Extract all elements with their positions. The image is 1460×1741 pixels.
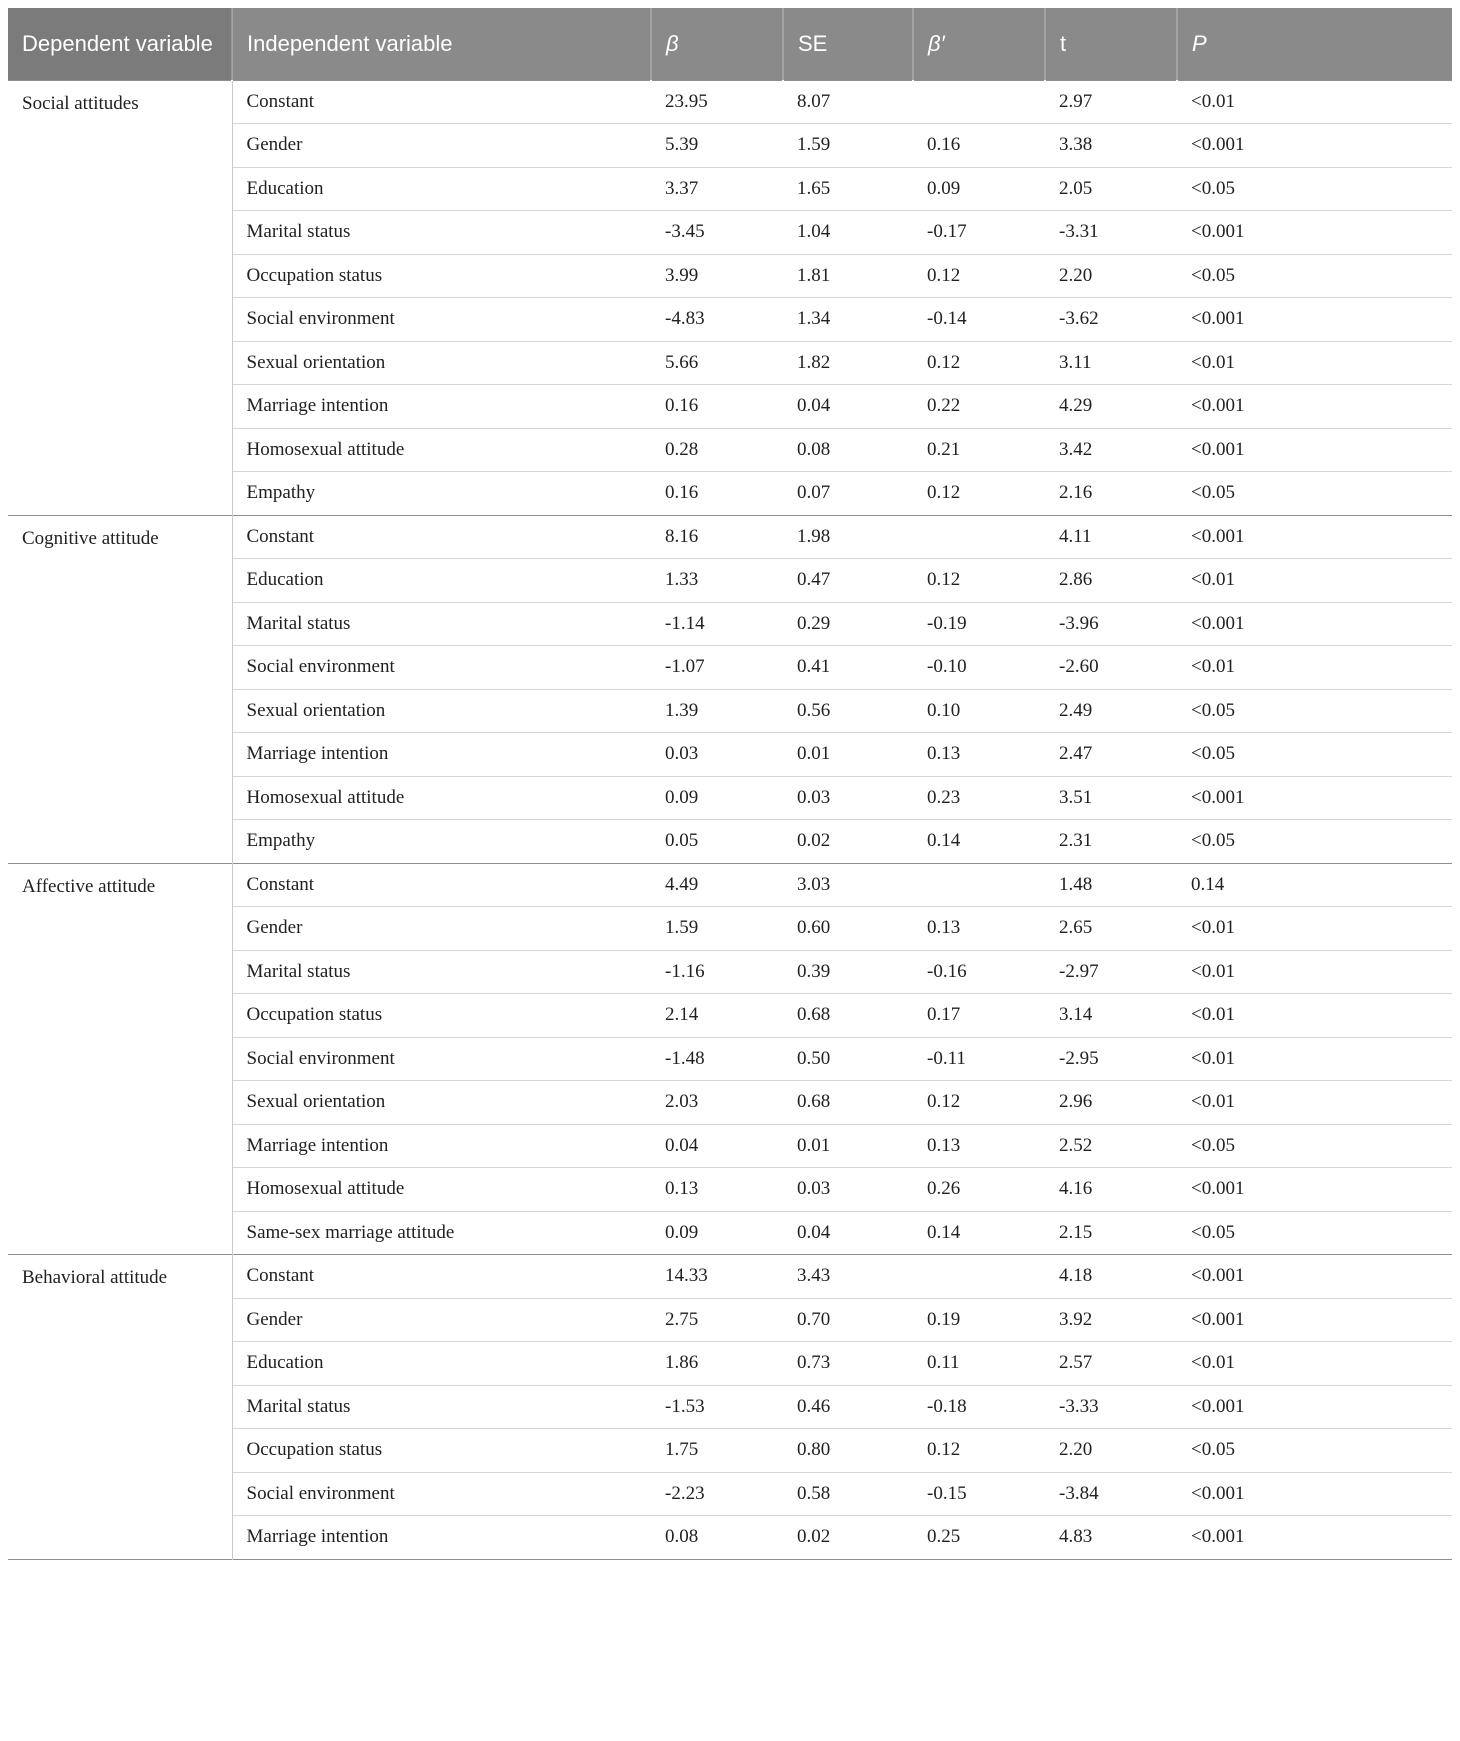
beta-prime-cell: 0.19 — [913, 1298, 1045, 1342]
beta-cell: 0.16 — [651, 472, 783, 516]
col-header-dependent-variable: Dependent variable — [8, 8, 232, 80]
se-cell: 0.08 — [783, 428, 913, 472]
se-cell: 0.58 — [783, 1472, 913, 1516]
beta-cell: -2.23 — [651, 1472, 783, 1516]
p-cell: <0.01 — [1177, 1081, 1452, 1125]
t-cell: -3.84 — [1045, 1472, 1177, 1516]
se-cell: 1.04 — [783, 211, 913, 255]
p-cell: <0.01 — [1177, 80, 1452, 124]
t-cell: 2.16 — [1045, 472, 1177, 516]
beta-cell: 0.09 — [651, 776, 783, 820]
independent-variable-cell: Marital status — [232, 1385, 651, 1429]
beta-cell: 1.75 — [651, 1429, 783, 1473]
independent-variable-cell: Social environment — [232, 1472, 651, 1516]
p-cell: <0.01 — [1177, 559, 1452, 603]
beta-prime-cell: 0.26 — [913, 1168, 1045, 1212]
beta-cell: 1.33 — [651, 559, 783, 603]
independent-variable-cell: Empathy — [232, 820, 651, 864]
beta-cell: 5.39 — [651, 124, 783, 168]
t-cell: 4.83 — [1045, 1516, 1177, 1560]
independent-variable-cell: Marital status — [232, 211, 651, 255]
beta-cell: -1.53 — [651, 1385, 783, 1429]
beta-prime-cell: -0.16 — [913, 950, 1045, 994]
independent-variable-cell: Marriage intention — [232, 1124, 651, 1168]
t-cell: -3.33 — [1045, 1385, 1177, 1429]
col-header-se: SE — [783, 8, 913, 80]
p-cell: <0.001 — [1177, 1385, 1452, 1429]
t-cell: 2.15 — [1045, 1211, 1177, 1255]
beta-cell: -1.48 — [651, 1037, 783, 1081]
independent-variable-cell: Empathy — [232, 472, 651, 516]
beta-prime-cell: 0.14 — [913, 1211, 1045, 1255]
se-cell: 0.39 — [783, 950, 913, 994]
p-cell: <0.001 — [1177, 298, 1452, 342]
beta-prime-cell: 0.22 — [913, 385, 1045, 429]
col-header-beta-prime: β′ — [913, 8, 1045, 80]
beta-cell: 1.86 — [651, 1342, 783, 1386]
beta-prime-cell: 0.12 — [913, 341, 1045, 385]
se-cell: 3.43 — [783, 1255, 913, 1299]
table-row — [8, 1255, 1452, 1299]
beta-cell: 5.66 — [651, 341, 783, 385]
beta-cell: 0.04 — [651, 1124, 783, 1168]
se-cell: 1.59 — [783, 124, 913, 168]
p-cell: <0.05 — [1177, 472, 1452, 516]
se-cell: 0.80 — [783, 1429, 913, 1473]
beta-cell: -1.14 — [651, 602, 783, 646]
t-cell: -2.95 — [1045, 1037, 1177, 1081]
beta-prime-cell: 0.12 — [913, 1081, 1045, 1125]
t-cell: 2.49 — [1045, 689, 1177, 733]
se-cell: 0.04 — [783, 385, 913, 429]
independent-variable-cell: Homosexual attitude — [232, 776, 651, 820]
independent-variable-cell: Social environment — [232, 646, 651, 690]
se-cell: 0.02 — [783, 1516, 913, 1560]
se-cell: 0.68 — [783, 994, 913, 1038]
p-cell: <0.001 — [1177, 428, 1452, 472]
se-cell: 0.41 — [783, 646, 913, 690]
independent-variable-cell: Education — [232, 559, 651, 603]
independent-variable-cell: Constant — [232, 863, 651, 907]
independent-variable-cell: Education — [232, 167, 651, 211]
p-cell: <0.05 — [1177, 689, 1452, 733]
beta-cell: -1.07 — [651, 646, 783, 690]
header-row — [8, 8, 1452, 80]
p-cell: <0.001 — [1177, 124, 1452, 168]
beta-cell: 0.28 — [651, 428, 783, 472]
se-cell: 1.65 — [783, 167, 913, 211]
p-cell: <0.001 — [1177, 1255, 1452, 1299]
t-cell: -3.96 — [1045, 602, 1177, 646]
beta-prime-cell: 0.25 — [913, 1516, 1045, 1560]
p-cell: <0.001 — [1177, 211, 1452, 255]
p-cell: <0.001 — [1177, 1516, 1452, 1560]
independent-variable-cell: Marriage intention — [232, 1516, 651, 1560]
beta-prime-cell: -0.15 — [913, 1472, 1045, 1516]
independent-variable-cell: Marital status — [232, 950, 651, 994]
se-cell: 0.02 — [783, 820, 913, 864]
beta-prime-cell — [913, 80, 1045, 124]
p-cell: 0.14 — [1177, 863, 1452, 907]
t-cell: 3.38 — [1045, 124, 1177, 168]
beta-cell: 8.16 — [651, 515, 783, 559]
independent-variable-cell: Gender — [232, 124, 651, 168]
col-header-p: P — [1177, 8, 1452, 80]
t-cell: 3.11 — [1045, 341, 1177, 385]
t-cell: 4.16 — [1045, 1168, 1177, 1212]
p-cell: <0.01 — [1177, 341, 1452, 385]
t-cell: 3.92 — [1045, 1298, 1177, 1342]
beta-prime-cell: -0.14 — [913, 298, 1045, 342]
beta-cell: 0.13 — [651, 1168, 783, 1212]
beta-cell: 1.39 — [651, 689, 783, 733]
se-cell: 0.07 — [783, 472, 913, 516]
beta-cell: 2.14 — [651, 994, 783, 1038]
se-cell: 1.98 — [783, 515, 913, 559]
t-cell: 2.96 — [1045, 1081, 1177, 1125]
t-cell: 4.29 — [1045, 385, 1177, 429]
col-header-t: t — [1045, 8, 1177, 80]
se-cell: 0.68 — [783, 1081, 913, 1125]
t-cell: 3.42 — [1045, 428, 1177, 472]
beta-prime-cell: -0.10 — [913, 646, 1045, 690]
beta-cell: -1.16 — [651, 950, 783, 994]
beta-prime-cell: 0.17 — [913, 994, 1045, 1038]
dependent-variable-cell: Behavioral attitude — [8, 1255, 232, 1560]
se-cell: 0.01 — [783, 733, 913, 777]
p-cell: <0.01 — [1177, 646, 1452, 690]
p-cell: <0.05 — [1177, 1429, 1452, 1473]
table-row — [8, 515, 1452, 559]
t-cell: 2.97 — [1045, 80, 1177, 124]
t-cell: 4.18 — [1045, 1255, 1177, 1299]
independent-variable-cell: Social environment — [232, 1037, 651, 1081]
table-row — [8, 863, 1452, 907]
beta-cell: 3.99 — [651, 254, 783, 298]
t-cell: 3.14 — [1045, 994, 1177, 1038]
beta-prime-cell — [913, 863, 1045, 907]
se-cell: 1.82 — [783, 341, 913, 385]
independent-variable-cell: Sexual orientation — [232, 689, 651, 733]
se-cell: 1.34 — [783, 298, 913, 342]
independent-variable-cell: Marriage intention — [232, 733, 651, 777]
se-cell: 0.03 — [783, 776, 913, 820]
independent-variable-cell: Gender — [232, 907, 651, 951]
t-cell: 2.47 — [1045, 733, 1177, 777]
t-cell: 1.48 — [1045, 863, 1177, 907]
t-cell: 2.86 — [1045, 559, 1177, 603]
beta-cell: 2.03 — [651, 1081, 783, 1125]
t-cell: 2.31 — [1045, 820, 1177, 864]
independent-variable-cell: Constant — [232, 80, 651, 124]
se-cell: 0.46 — [783, 1385, 913, 1429]
se-cell: 0.56 — [783, 689, 913, 733]
beta-cell: 0.05 — [651, 820, 783, 864]
beta-prime-cell: -0.18 — [913, 1385, 1045, 1429]
beta-cell: 14.33 — [651, 1255, 783, 1299]
independent-variable-cell: Homosexual attitude — [232, 428, 651, 472]
dependent-variable-cell: Cognitive attitude — [8, 515, 232, 863]
beta-prime-cell: 0.16 — [913, 124, 1045, 168]
t-cell: 3.51 — [1045, 776, 1177, 820]
p-cell: <0.001 — [1177, 776, 1452, 820]
independent-variable-cell: Sexual orientation — [232, 341, 651, 385]
table-row — [8, 80, 1452, 124]
independent-variable-cell: Constant — [232, 515, 651, 559]
p-cell: <0.001 — [1177, 1472, 1452, 1516]
beta-prime-cell: 0.13 — [913, 733, 1045, 777]
beta-cell: 0.09 — [651, 1211, 783, 1255]
beta-cell: 0.16 — [651, 385, 783, 429]
p-cell: <0.05 — [1177, 733, 1452, 777]
beta-prime-cell: -0.19 — [913, 602, 1045, 646]
beta-prime-cell: 0.12 — [913, 559, 1045, 603]
beta-cell: 4.49 — [651, 863, 783, 907]
se-cell: 3.03 — [783, 863, 913, 907]
p-cell: <0.05 — [1177, 1211, 1452, 1255]
p-cell: <0.01 — [1177, 1037, 1452, 1081]
se-cell: 0.04 — [783, 1211, 913, 1255]
beta-prime-cell: 0.09 — [913, 167, 1045, 211]
independent-variable-cell: Social environment — [232, 298, 651, 342]
beta-cell: 3.37 — [651, 167, 783, 211]
independent-variable-cell: Marriage intention — [232, 385, 651, 429]
se-cell: 0.50 — [783, 1037, 913, 1081]
se-cell: 0.73 — [783, 1342, 913, 1386]
se-cell: 0.01 — [783, 1124, 913, 1168]
p-cell: <0.01 — [1177, 1342, 1452, 1386]
t-cell: 2.57 — [1045, 1342, 1177, 1386]
p-cell: <0.001 — [1177, 602, 1452, 646]
independent-variable-cell: Occupation status — [232, 994, 651, 1038]
col-header-independent-variable: Independent variable — [232, 8, 651, 80]
t-cell: -2.97 — [1045, 950, 1177, 994]
p-cell: <0.01 — [1177, 994, 1452, 1038]
t-cell: 2.20 — [1045, 254, 1177, 298]
beta-cell: 0.08 — [651, 1516, 783, 1560]
beta-prime-cell: 0.10 — [913, 689, 1045, 733]
p-cell: <0.001 — [1177, 1168, 1452, 1212]
beta-prime-cell: -0.17 — [913, 211, 1045, 255]
p-cell: <0.05 — [1177, 1124, 1452, 1168]
t-cell: 2.05 — [1045, 167, 1177, 211]
beta-prime-cell: 0.21 — [913, 428, 1045, 472]
beta-prime-cell: 0.12 — [913, 254, 1045, 298]
dependent-variable-cell: Social attitudes — [8, 80, 232, 515]
p-cell: <0.001 — [1177, 385, 1452, 429]
se-cell: 0.47 — [783, 559, 913, 603]
beta-prime-cell: 0.13 — [913, 907, 1045, 951]
se-cell: 8.07 — [783, 80, 913, 124]
beta-prime-cell: 0.12 — [913, 1429, 1045, 1473]
t-cell: 2.20 — [1045, 1429, 1177, 1473]
beta-cell: 1.59 — [651, 907, 783, 951]
independent-variable-cell: Constant — [232, 1255, 651, 1299]
se-cell: 0.29 — [783, 602, 913, 646]
t-cell: -3.31 — [1045, 211, 1177, 255]
p-cell: <0.001 — [1177, 1298, 1452, 1342]
t-cell: -3.62 — [1045, 298, 1177, 342]
beta-cell: 0.03 — [651, 733, 783, 777]
beta-prime-cell: 0.23 — [913, 776, 1045, 820]
t-cell: 4.11 — [1045, 515, 1177, 559]
independent-variable-cell: Same-sex marriage attitude — [232, 1211, 651, 1255]
beta-prime-cell: 0.14 — [913, 820, 1045, 864]
dependent-variable-cell: Affective attitude — [8, 863, 232, 1255]
beta-prime-cell — [913, 1255, 1045, 1299]
t-cell: -2.60 — [1045, 646, 1177, 690]
se-cell: 0.60 — [783, 907, 913, 951]
beta-cell: -4.83 — [651, 298, 783, 342]
beta-cell: 23.95 — [651, 80, 783, 124]
col-header-beta: β — [651, 8, 783, 80]
se-cell: 1.81 — [783, 254, 913, 298]
p-cell: <0.05 — [1177, 254, 1452, 298]
independent-variable-cell: Sexual orientation — [232, 1081, 651, 1125]
t-cell: 2.52 — [1045, 1124, 1177, 1168]
independent-variable-cell: Homosexual attitude — [232, 1168, 651, 1212]
beta-cell: -3.45 — [651, 211, 783, 255]
p-cell: <0.001 — [1177, 515, 1452, 559]
p-cell: <0.01 — [1177, 950, 1452, 994]
se-cell: 0.70 — [783, 1298, 913, 1342]
independent-variable-cell: Gender — [232, 1298, 651, 1342]
regression-table — [8, 8, 1452, 1560]
p-cell: <0.01 — [1177, 907, 1452, 951]
independent-variable-cell: Marital status — [232, 602, 651, 646]
beta-prime-cell: 0.12 — [913, 472, 1045, 516]
p-cell: <0.05 — [1177, 820, 1452, 864]
beta-cell: 2.75 — [651, 1298, 783, 1342]
independent-variable-cell: Occupation status — [232, 1429, 651, 1473]
se-cell: 0.03 — [783, 1168, 913, 1212]
beta-prime-cell: 0.11 — [913, 1342, 1045, 1386]
beta-prime-cell: -0.11 — [913, 1037, 1045, 1081]
beta-prime-cell: 0.13 — [913, 1124, 1045, 1168]
t-cell: 2.65 — [1045, 907, 1177, 951]
independent-variable-cell: Education — [232, 1342, 651, 1386]
beta-prime-cell — [913, 515, 1045, 559]
p-cell: <0.05 — [1177, 167, 1452, 211]
independent-variable-cell: Occupation status — [232, 254, 651, 298]
